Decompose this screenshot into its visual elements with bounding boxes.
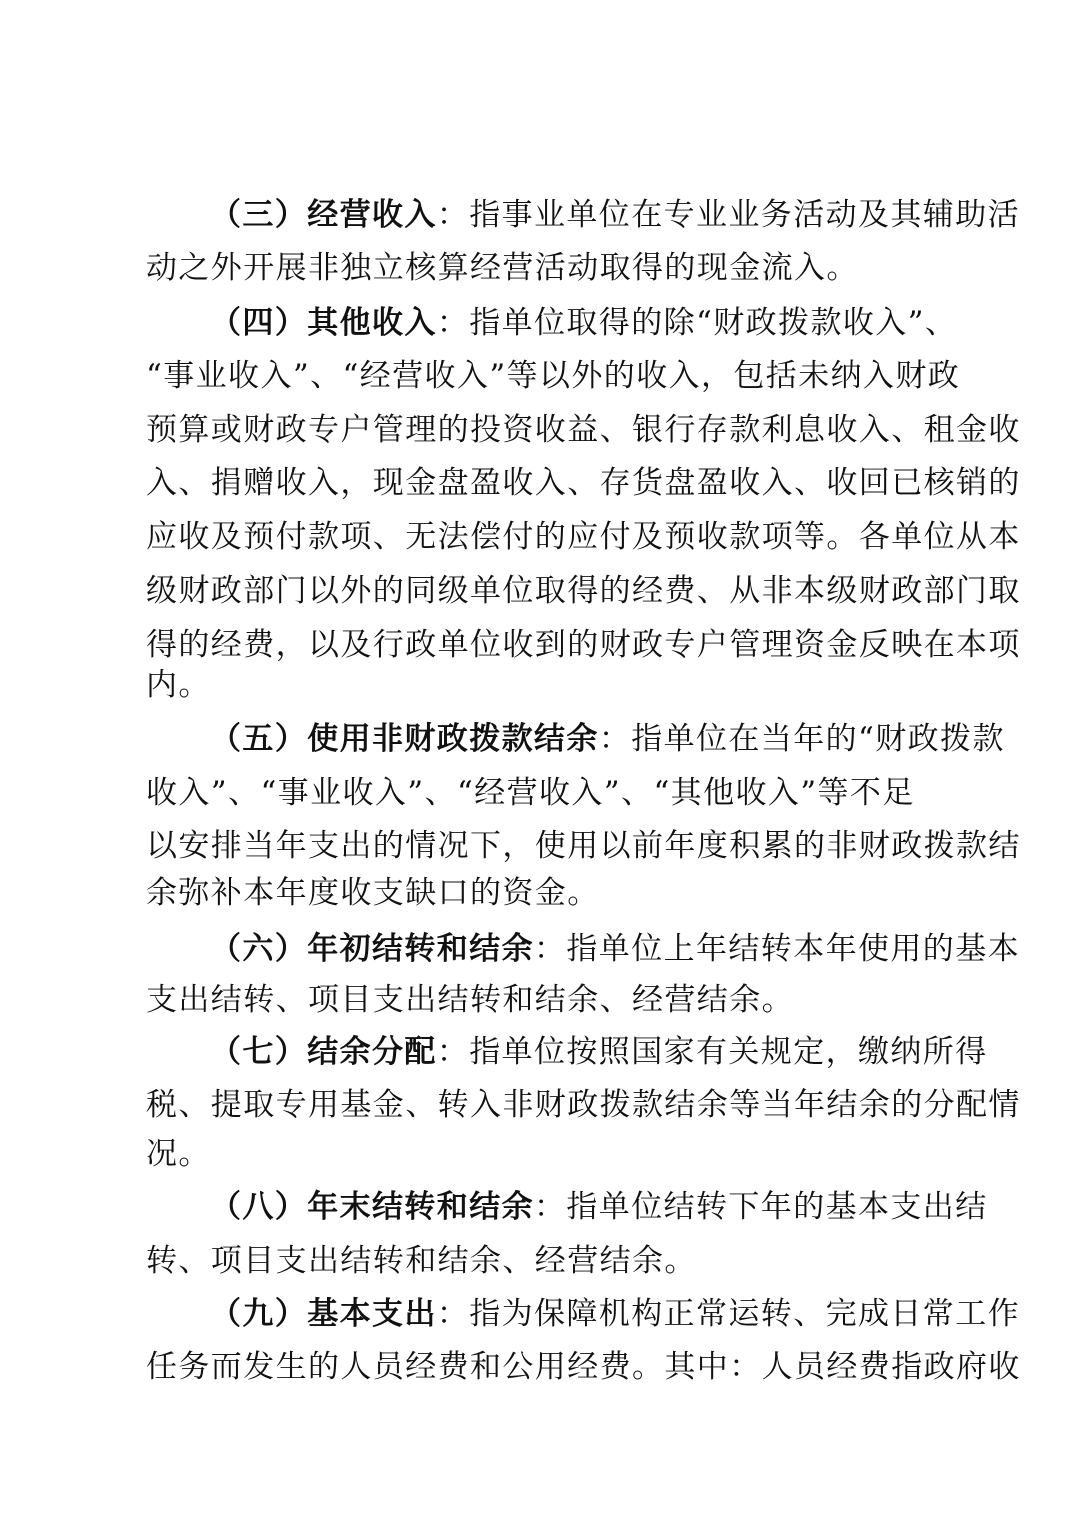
paragraph-line <box>210 1032 988 1072</box>
paragraph-line <box>210 929 1020 969</box>
definition-term: （九）基本支出 <box>210 1296 437 1332</box>
definition-text: ：指单位上年结转本年使用的基本 <box>534 931 1020 967</box>
paragraph-line: 动之外开展非独立核算经营活动取得的现金流入。 <box>146 250 859 286</box>
paragraph-line <box>210 1187 988 1227</box>
definition-term: （三）经营收入 <box>210 197 437 233</box>
definition-term: （七）结余分配 <box>210 1034 437 1070</box>
definition-term: （五）使用非财政拨款结余 <box>210 721 599 757</box>
paragraph-line: 任务而发生的人员经费和公用经费。其中：人员经费指政府收 <box>146 1349 1021 1385</box>
paragraph-line: 以安排当年支出的情况下，使用以前年度积累的非财政拨款结 <box>146 828 1021 864</box>
paragraph-line: 内。 <box>146 667 211 703</box>
paragraph-line: 入、捐赠收入，现金盘盈收入、存货盘盈收入、收回已核销的 <box>146 465 1021 501</box>
definition-text: ：指为保障机构正常运转、完成日常工作 <box>436 1296 1021 1332</box>
paragraph-line: 税、提取专用基金、转入非财政拨款结余等当年结余的分配情 <box>146 1087 1021 1123</box>
definition-term: （八）年末结转和结余 <box>210 1189 534 1225</box>
paragraph-line: 级财政部门以外的同级单位取得的经费、从非本级财政部门取 <box>146 573 1021 609</box>
definition-text: ：指单位结转下年的基本支出结 <box>534 1189 988 1225</box>
definition-text: ：指单位取得的除“财政拨款收入”、 <box>436 305 958 341</box>
paragraph-line: 转、项目支出结转和结余、经营结余。 <box>146 1243 697 1279</box>
paragraph-line <box>210 719 1005 759</box>
paragraph-line: 况。 <box>146 1136 211 1172</box>
definition-text: ：指事业单位在专业业务活动及其辅助活 <box>436 197 1021 233</box>
paragraph-line: 收入”、“事业收入”、“经营收入”、“其他收入”等不足 <box>146 775 915 811</box>
paragraph-line: 得的经费，以及行政单位收到的财政专户管理资金反映在本项 <box>146 627 1021 663</box>
paragraph-line <box>210 303 958 343</box>
definition-term: （四）其他收入 <box>210 305 437 341</box>
paragraph-line: 预算或财政专户管理的投资收益、银行存款利息收入、租金收 <box>146 412 1021 448</box>
paragraph-line: 应收及预付款项、无法偿付的应付及预收款项等。各单位从本 <box>146 519 1021 555</box>
paragraph-line: “事业收入”、“经营收入”等以外的收入，包括未纳入财政 <box>146 358 961 394</box>
paragraph-line <box>210 1294 1021 1334</box>
paragraph-line: 支出结转、项目支出结转和结余、经营结余。 <box>146 982 794 1018</box>
paragraph-line: 余弥补本年度收支缺口的资金。 <box>146 875 600 911</box>
definition-text: ：指单位在当年的“财政拨款 <box>598 721 1005 757</box>
paragraph-line <box>210 195 1021 235</box>
definition-text: ：指单位按照国家有关规定，缴纳所得 <box>436 1034 988 1070</box>
definition-term: （六）年初结转和结余 <box>210 931 534 967</box>
